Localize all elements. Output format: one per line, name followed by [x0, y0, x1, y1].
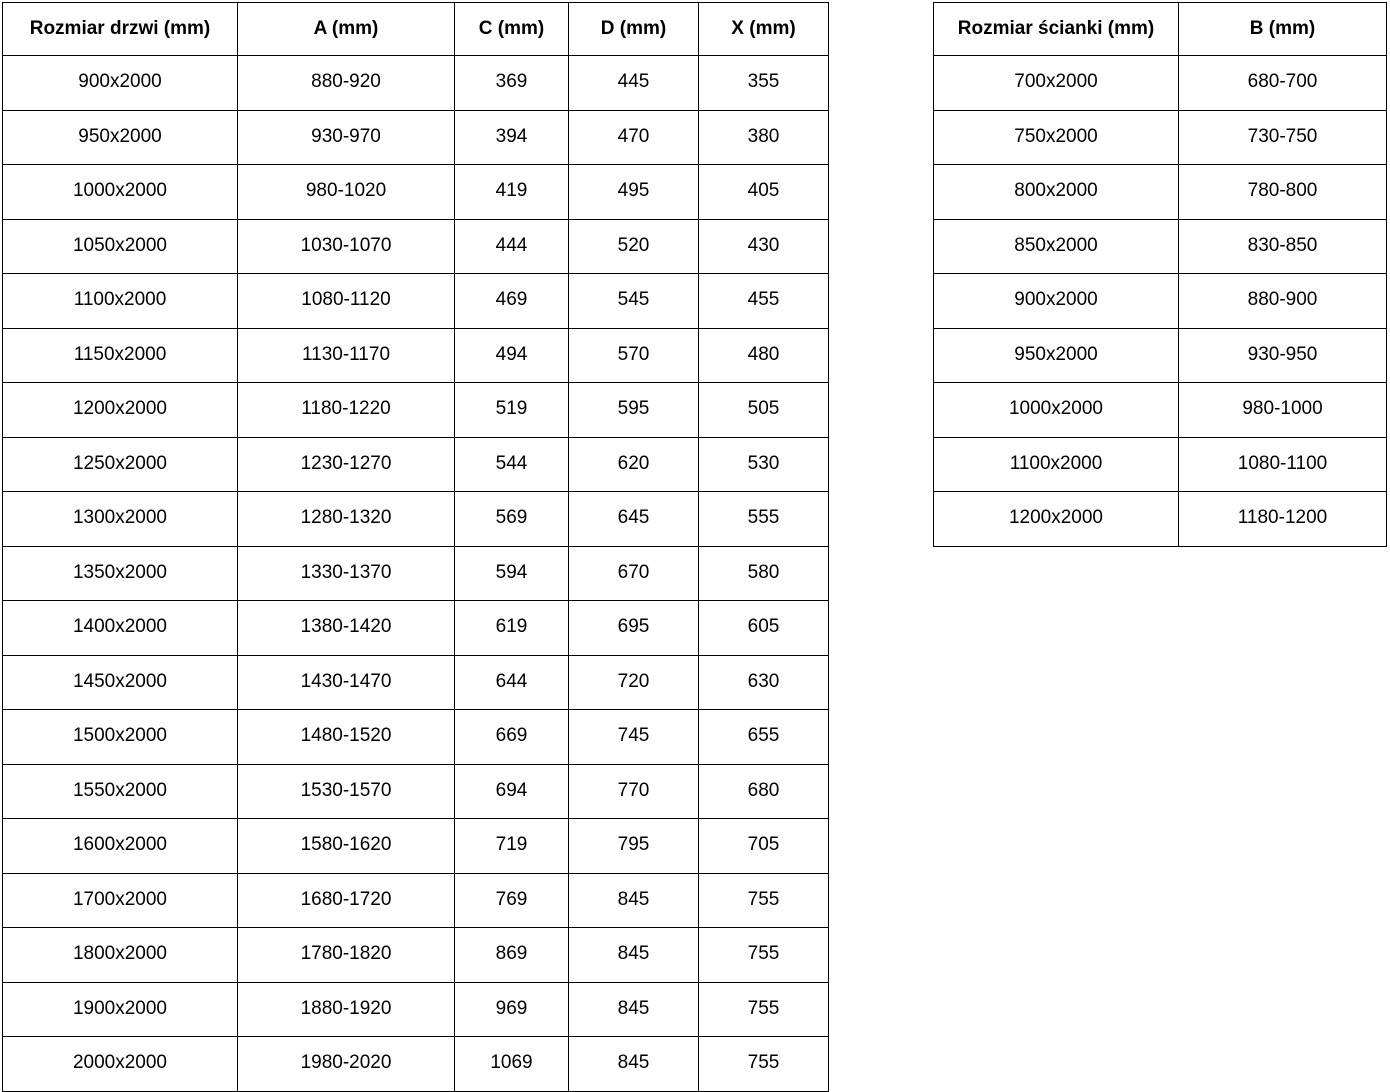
- cell-door-size: 1500x2000: [3, 710, 238, 765]
- cell-b: 830-850: [1179, 219, 1387, 274]
- cell-c: 594: [455, 546, 569, 601]
- cell-d: 545: [569, 274, 699, 329]
- cell-c: 444: [455, 219, 569, 274]
- cell-door-size: 1550x2000: [3, 764, 238, 819]
- column-header-b: B (mm): [1179, 3, 1387, 56]
- cell-d: 520: [569, 219, 699, 274]
- cell-c: 519: [455, 383, 569, 438]
- cell-a: 1280-1320: [238, 492, 455, 547]
- cell-d: 495: [569, 165, 699, 220]
- cell-b: 730-750: [1179, 110, 1387, 165]
- cell-a: 880-920: [238, 56, 455, 111]
- cell-x: 655: [699, 710, 829, 765]
- cell-door-size: 950x2000: [3, 110, 238, 165]
- table-row: [3, 165, 829, 220]
- cell-x: 530: [699, 437, 829, 492]
- cell-door-size: 1300x2000: [3, 492, 238, 547]
- table-row: [3, 274, 829, 329]
- cell-door-size: 1400x2000: [3, 601, 238, 656]
- cell-a: 1780-1820: [238, 928, 455, 983]
- table-header-row: [934, 3, 1387, 56]
- cell-a: 1980-2020: [238, 1037, 455, 1092]
- cell-x: 755: [699, 928, 829, 983]
- cell-d: 745: [569, 710, 699, 765]
- cell-d: 720: [569, 655, 699, 710]
- cell-d: 620: [569, 437, 699, 492]
- table-row: [3, 110, 829, 165]
- cell-c: 1069: [455, 1037, 569, 1092]
- table-row: [3, 655, 829, 710]
- cell-door-size: 1050x2000: [3, 219, 238, 274]
- table-row: [3, 546, 829, 601]
- table-row: [934, 56, 1387, 111]
- cell-a: 1480-1520: [238, 710, 455, 765]
- column-header-door-size: Rozmiar drzwi (mm): [3, 3, 238, 56]
- cell-x: 580: [699, 546, 829, 601]
- cell-door-size: 1350x2000: [3, 546, 238, 601]
- cell-a: 1180-1220: [238, 383, 455, 438]
- cell-a: 930-970: [238, 110, 455, 165]
- wall-size-table-header: [934, 3, 1387, 56]
- table-row: [934, 437, 1387, 492]
- cell-d: 645: [569, 492, 699, 547]
- cell-a: 1330-1370: [238, 546, 455, 601]
- table-row: [934, 492, 1387, 547]
- cell-c: 769: [455, 873, 569, 928]
- cell-b: 680-700: [1179, 56, 1387, 111]
- table-row: [3, 982, 829, 1037]
- cell-x: 705: [699, 819, 829, 874]
- table-row: [3, 219, 829, 274]
- cell-d: 470: [569, 110, 699, 165]
- cell-c: 494: [455, 328, 569, 383]
- cell-door-size: 1250x2000: [3, 437, 238, 492]
- cell-a: 1080-1120: [238, 274, 455, 329]
- cell-door-size: 1600x2000: [3, 819, 238, 874]
- cell-door-size: 1200x2000: [3, 383, 238, 438]
- cell-c: 369: [455, 56, 569, 111]
- cell-a: 1680-1720: [238, 873, 455, 928]
- table-row: [3, 873, 829, 928]
- cell-x: 455: [699, 274, 829, 329]
- column-header-x: X (mm): [699, 3, 829, 56]
- table-row: [3, 601, 829, 656]
- cell-a: 980-1020: [238, 165, 455, 220]
- table-row: [934, 383, 1387, 438]
- cell-d: 445: [569, 56, 699, 111]
- table-row: [934, 165, 1387, 220]
- cell-c: 644: [455, 655, 569, 710]
- cell-d: 845: [569, 928, 699, 983]
- cell-a: 1530-1570: [238, 764, 455, 819]
- cell-x: 605: [699, 601, 829, 656]
- column-header-a: A (mm): [238, 3, 455, 56]
- cell-d: 845: [569, 873, 699, 928]
- door-size-table-header: [3, 3, 829, 56]
- cell-a: 1580-1620: [238, 819, 455, 874]
- cell-x: 355: [699, 56, 829, 111]
- cell-c: 394: [455, 110, 569, 165]
- cell-wall-size: 950x2000: [934, 328, 1179, 383]
- cell-x: 505: [699, 383, 829, 438]
- cell-c: 669: [455, 710, 569, 765]
- cell-wall-size: 750x2000: [934, 110, 1179, 165]
- cell-x: 630: [699, 655, 829, 710]
- cell-c: 969: [455, 982, 569, 1037]
- table-row: [934, 219, 1387, 274]
- cell-d: 845: [569, 982, 699, 1037]
- column-header-c: C (mm): [455, 3, 569, 56]
- table-row: [3, 492, 829, 547]
- cell-b: 1180-1200: [1179, 492, 1387, 547]
- cell-wall-size: 1200x2000: [934, 492, 1179, 547]
- cell-door-size: 1000x2000: [3, 165, 238, 220]
- table-row: [3, 819, 829, 874]
- cell-b: 880-900: [1179, 274, 1387, 329]
- cell-x: 680: [699, 764, 829, 819]
- door-size-table-body: [3, 56, 829, 1092]
- cell-d: 670: [569, 546, 699, 601]
- cell-b: 1080-1100: [1179, 437, 1387, 492]
- table-row: [3, 383, 829, 438]
- column-header-d: D (mm): [569, 3, 699, 56]
- cell-x: 380: [699, 110, 829, 165]
- cell-d: 795: [569, 819, 699, 874]
- cell-c: 544: [455, 437, 569, 492]
- cell-a: 1430-1470: [238, 655, 455, 710]
- cell-x: 555: [699, 492, 829, 547]
- table-row: [934, 110, 1387, 165]
- cell-c: 419: [455, 165, 569, 220]
- cell-d: 570: [569, 328, 699, 383]
- cell-c: 469: [455, 274, 569, 329]
- table-row: [3, 764, 829, 819]
- cell-d: 595: [569, 383, 699, 438]
- cell-x: 480: [699, 328, 829, 383]
- cell-a: 1130-1170: [238, 328, 455, 383]
- cell-c: 694: [455, 764, 569, 819]
- cell-wall-size: 800x2000: [934, 165, 1179, 220]
- cell-wall-size: 1100x2000: [934, 437, 1179, 492]
- cell-wall-size: 1000x2000: [934, 383, 1179, 438]
- cell-door-size: 900x2000: [3, 56, 238, 111]
- cell-a: 1230-1270: [238, 437, 455, 492]
- cell-x: 405: [699, 165, 829, 220]
- cell-b: 780-800: [1179, 165, 1387, 220]
- cell-door-size: 1450x2000: [3, 655, 238, 710]
- cell-c: 869: [455, 928, 569, 983]
- cell-d: 695: [569, 601, 699, 656]
- cell-d: 845: [569, 1037, 699, 1092]
- cell-wall-size: 700x2000: [934, 56, 1179, 111]
- table-row: [3, 928, 829, 983]
- cell-a: 1030-1070: [238, 219, 455, 274]
- column-header-wall-size: Rozmiar ścianki (mm): [934, 3, 1179, 56]
- cell-door-size: 1700x2000: [3, 873, 238, 928]
- table-header-row: [3, 3, 829, 56]
- table-row: [934, 274, 1387, 329]
- cell-c: 569: [455, 492, 569, 547]
- table-row: [3, 56, 829, 111]
- table-row: [3, 328, 829, 383]
- wall-size-table: [933, 2, 1387, 547]
- cell-c: 719: [455, 819, 569, 874]
- table-row: [3, 710, 829, 765]
- cell-a: 1880-1920: [238, 982, 455, 1037]
- cell-wall-size: 900x2000: [934, 274, 1179, 329]
- cell-door-size: 1150x2000: [3, 328, 238, 383]
- door-size-table: [2, 2, 829, 1092]
- table-row: [3, 1037, 829, 1092]
- cell-x: 755: [699, 1037, 829, 1092]
- cell-b: 930-950: [1179, 328, 1387, 383]
- cell-door-size: 1100x2000: [3, 274, 238, 329]
- cell-d: 770: [569, 764, 699, 819]
- table-row: [934, 328, 1387, 383]
- cell-door-size: 1800x2000: [3, 928, 238, 983]
- cell-door-size: 2000x2000: [3, 1037, 238, 1092]
- cell-door-size: 1900x2000: [3, 982, 238, 1037]
- cell-a: 1380-1420: [238, 601, 455, 656]
- cell-x: 430: [699, 219, 829, 274]
- cell-wall-size: 850x2000: [934, 219, 1179, 274]
- table-row: [3, 437, 829, 492]
- cell-c: 619: [455, 601, 569, 656]
- wall-size-table-body: [934, 56, 1387, 547]
- cell-b: 980-1000: [1179, 383, 1387, 438]
- cell-x: 755: [699, 982, 829, 1037]
- cell-x: 755: [699, 873, 829, 928]
